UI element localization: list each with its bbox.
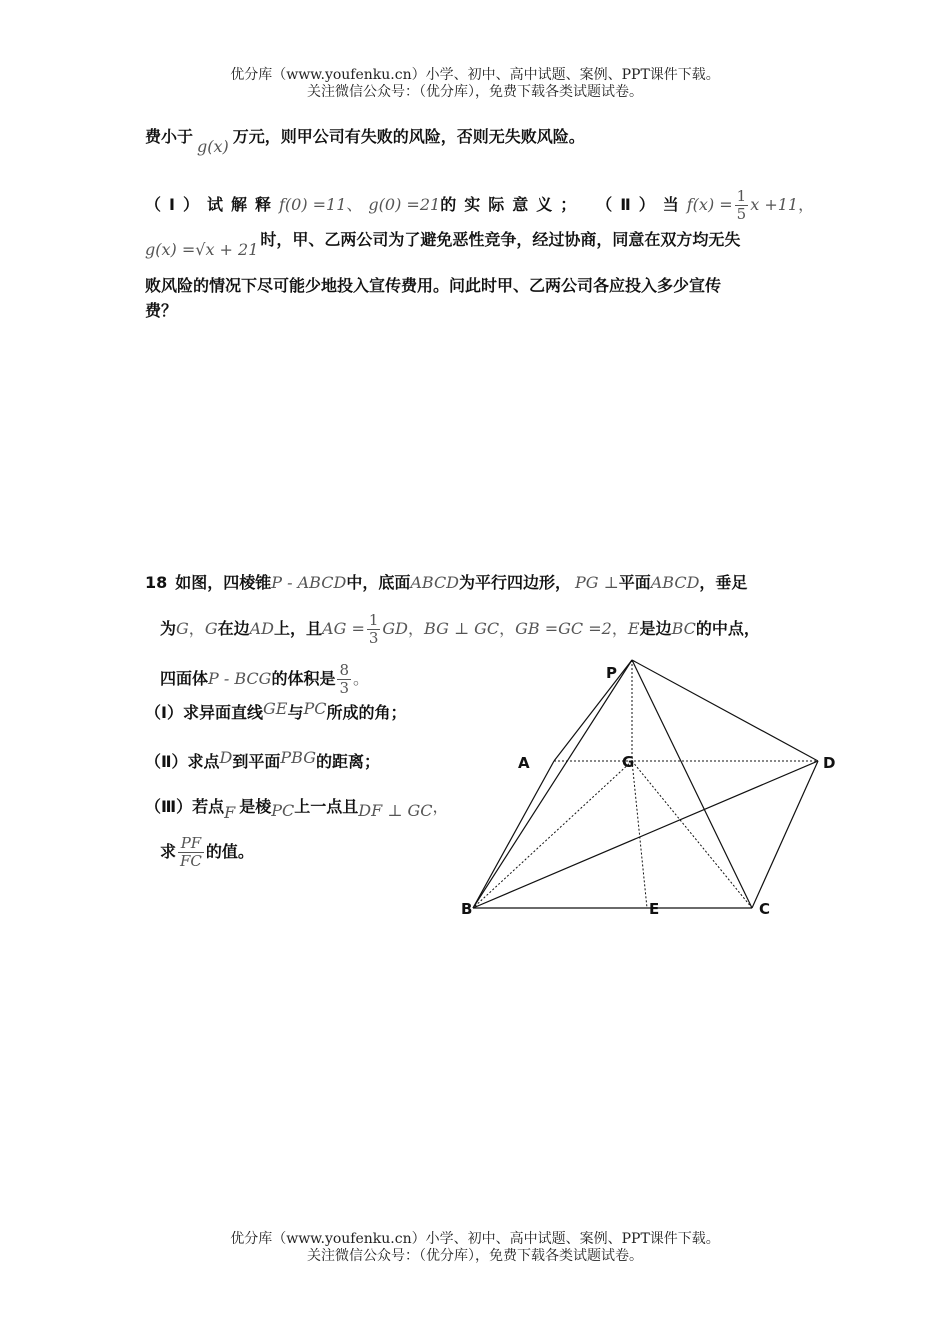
q17-line-4: 败风险的情况下尽可能少地投入宣传费用。问此时甲、乙两公司各应投入多少宣传 (145, 276, 722, 295)
label-D: D (823, 754, 836, 772)
line-BD (473, 761, 818, 908)
q18-line-1: 18 如图，四棱锥P - ABCD中，底面ABCD为平行四边形， PG ⊥平面ABCD，垂足 (145, 573, 748, 592)
q18-part-3: （Ⅲ）若点F 是棱PC上一点且DF ⊥ GC， (145, 797, 449, 822)
q18-part-3-ratio: 求 $\frac{PF}{FC}$ 的值。 (160, 834, 254, 870)
q18-line-3: 四面体P - BCG的体积是 $\frac{8}{3}$ 。 (160, 661, 370, 697)
label-C: C (759, 900, 771, 918)
edge-PB (473, 660, 635, 908)
q17-line-5: 费？ (145, 301, 178, 320)
label-P: P (606, 664, 617, 682)
math-gx: g(x) (197, 137, 229, 156)
fraction-1-5: $\frac{1}{5}$ (736, 187, 747, 223)
edge-PA (554, 660, 632, 761)
header-line-2: 关注微信公众号：（优分库），免费下载各类试题试卷。 (307, 84, 643, 100)
q17-line-3: g(x) =√x + 21时，甲、乙两公司为了避免恶性竞争，经过协商，同意在双方均无失 (145, 230, 741, 259)
footer-line-1: 优分库（www.youfenku.cn）小学、初中、高中试题、案例、PPT课件下载。 (230, 1231, 720, 1247)
fraction-1-3: $\frac{1}{3}$ (368, 611, 379, 647)
label-G: G (622, 753, 635, 771)
edge-CD (752, 761, 818, 908)
q18-line-2: 为G，G在边AD上，且AG = $\frac{1}{3}$ GD，BG ⊥ GC，GB =GC =2，E是边BC的中点， (160, 611, 760, 647)
edge-AB (473, 761, 554, 908)
edge-PD (632, 660, 818, 761)
q18-part-2: （Ⅱ）求点D到平面PBG的距离； (145, 748, 381, 771)
q18-part-1: （Ⅰ）求异面直线GE与PC所成的角； (145, 699, 407, 722)
q17-line-2: （Ⅰ）试解释f(0) =11、 g(0) =21的实际意义； （Ⅱ）当f(x) = $\frac{1}{5}$ x +11， (145, 187, 815, 223)
edge-PC (632, 660, 752, 908)
label-A: A (518, 754, 530, 772)
label-E: E (649, 900, 660, 918)
fraction-pf-fc: $\frac{PF}{FC}$ (180, 834, 202, 870)
header-line-1: 优分库（www.youfenku.cn）小学、初中、高中试题、案例、PPT课件下载。 (230, 67, 720, 83)
pyramid-figure (450, 650, 850, 925)
q17-line-1: 费小于g(x)万元，则甲公司有失败的风险，否则无失败风险。 (145, 127, 585, 156)
label-B: B (461, 900, 473, 918)
footer-line-2: 关注微信公众号：（优分库），免费下载各类试题试卷。 (307, 1248, 643, 1264)
page-footer (0, 1231, 950, 1265)
page-header (0, 67, 950, 101)
fraction-8-3: $\frac{8}{3}$ (339, 661, 349, 697)
